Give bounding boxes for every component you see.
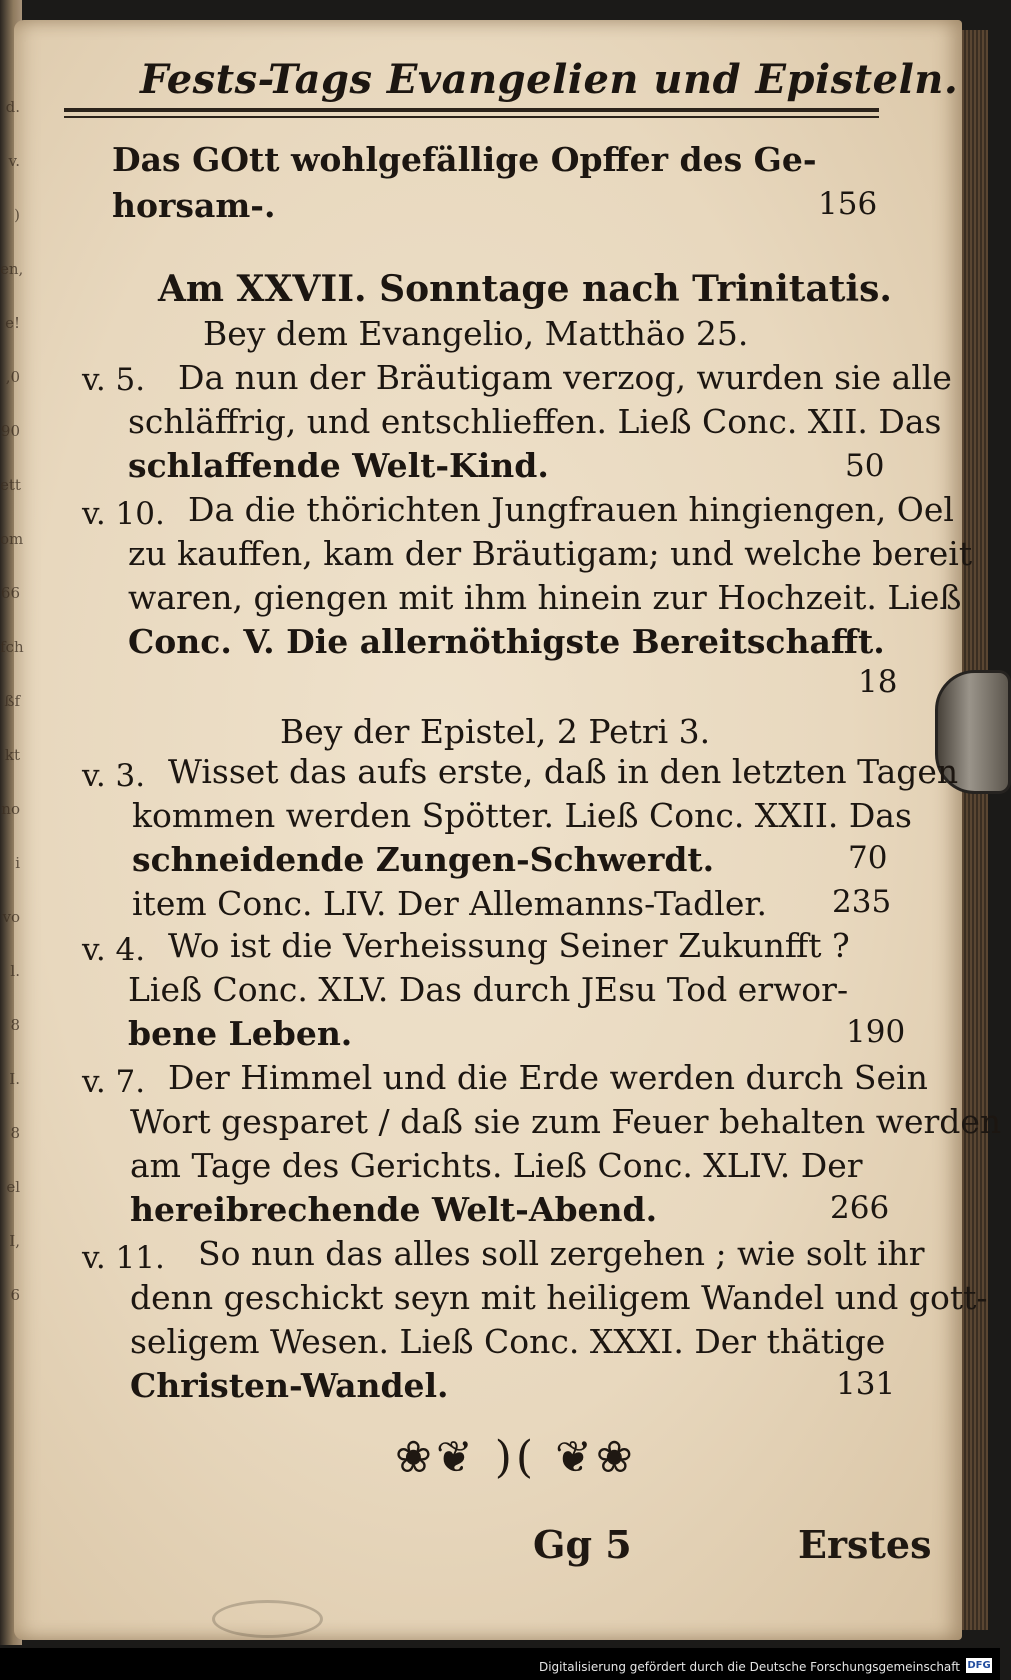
text-line: waren, giengen mit ihm hinein zur Hochzeit. Ließ bbox=[128, 578, 962, 617]
text-line: Das GOtt wohlgefällige Opffer des Ge- bbox=[112, 140, 817, 179]
text-line: schneidende Zungen-Schwerdt. bbox=[132, 840, 715, 879]
digitization-credit: Digitalisierung gefördert durch die Deutsche Forschungsgemeinschaft bbox=[538, 1660, 960, 1674]
text-line: am Tage des Gerichts. Ließ Conc. XLIV. Der bbox=[130, 1146, 863, 1185]
page-reference: 70 bbox=[848, 840, 888, 876]
text-line: item Conc. LIV. Der Allemanns-Tadler. bbox=[132, 884, 768, 923]
verse-number: v. 7. bbox=[82, 1064, 146, 1100]
text-line: denn geschickt seyn mit heiligem Wandel und gott- bbox=[130, 1278, 988, 1317]
verse-number: v. 5. bbox=[82, 362, 146, 398]
text-line: Der Himmel und die Erde werden durch Sein bbox=[168, 1058, 928, 1097]
text-line: Christen-Wandel. bbox=[130, 1366, 449, 1405]
page-edges bbox=[958, 30, 988, 1630]
dfg-logo: DFG bbox=[967, 1660, 991, 1671]
page-reference: 131 bbox=[836, 1366, 896, 1402]
text-line: Wort gesparet / daß sie zum Feuer behalten werden bbox=[130, 1102, 1002, 1141]
text-line: Conc. V. Die allernöthigste Bereitschafft. bbox=[128, 622, 885, 661]
header-rule-thin bbox=[64, 116, 879, 118]
bleed-through-margin-text: d. v. ) en, e! ,0 90 ett om 66 fch ßf kt no i vo l. 8 I. 8 el I, 6 bbox=[0, 98, 24, 1304]
text-line: Da die thörichten Jungfrauen hingiengen, Oel bbox=[188, 490, 954, 529]
text-line: bene Leben. bbox=[128, 1014, 353, 1053]
page-reference: 18 bbox=[858, 664, 898, 700]
section-subheading: Bey dem Evangelio, Matthäo 25. bbox=[203, 314, 749, 353]
page-stain bbox=[212, 1600, 323, 1638]
text-line: Da nun der Bräutigam verzog, wurden sie alle bbox=[178, 358, 952, 397]
header-rule bbox=[64, 108, 879, 112]
page-reference: 50 bbox=[845, 448, 885, 484]
section-subheading: Bey der Epistel, 2 Petri 3. bbox=[280, 712, 711, 751]
catchword: Erstes bbox=[798, 1522, 932, 1567]
section-heading: Am XXVII. Sonntage nach Trinitatis. bbox=[158, 268, 892, 310]
text-line: seligem Wesen. Ließ Conc. XXXI. Der thätige bbox=[130, 1322, 886, 1361]
text-line: hereibrechende Welt-Abend. bbox=[130, 1190, 658, 1229]
page-reference: 190 bbox=[846, 1014, 906, 1050]
verse-number: v. 4. bbox=[82, 932, 146, 968]
text-line: Ließ Conc. XLV. Das durch JEsu Tod erwor- bbox=[128, 970, 849, 1009]
text-line: Wisset das aufs erste, daß in den letzten Tagen bbox=[168, 752, 959, 791]
signature-mark: Gg 5 bbox=[533, 1522, 632, 1567]
text-line: kommen werden Spötter. Ließ Conc. XXII. Das bbox=[132, 796, 912, 835]
printers-ornament: ❀❦ )( ❦❀ bbox=[395, 1432, 637, 1483]
text-line: schlaffende Welt-Kind. bbox=[128, 446, 549, 485]
running-head: Fests-Tags Evangelien und Episteln. bbox=[140, 56, 959, 103]
text-line: Wo ist die Verheissung Seiner Zukunfft ? bbox=[168, 926, 850, 965]
text-line: So nun das alles soll zergehen ; wie solt ihr bbox=[198, 1234, 925, 1273]
verse-number: v. 10. bbox=[82, 496, 165, 532]
text-line: schläffrig, und entschlieffen. Ließ Conc. XII. Das bbox=[128, 402, 942, 441]
page-reference: 235 bbox=[832, 884, 892, 920]
text-line: zu kauffen, kam der Bräutigam; und welche bereit bbox=[128, 534, 973, 573]
text-line: horsam-. bbox=[112, 186, 276, 225]
verse-number: v. 3. bbox=[82, 758, 146, 794]
verse-number: v. 11. bbox=[82, 1240, 165, 1276]
page-reference: 266 bbox=[830, 1190, 890, 1226]
page-reference: 156 bbox=[818, 186, 878, 222]
